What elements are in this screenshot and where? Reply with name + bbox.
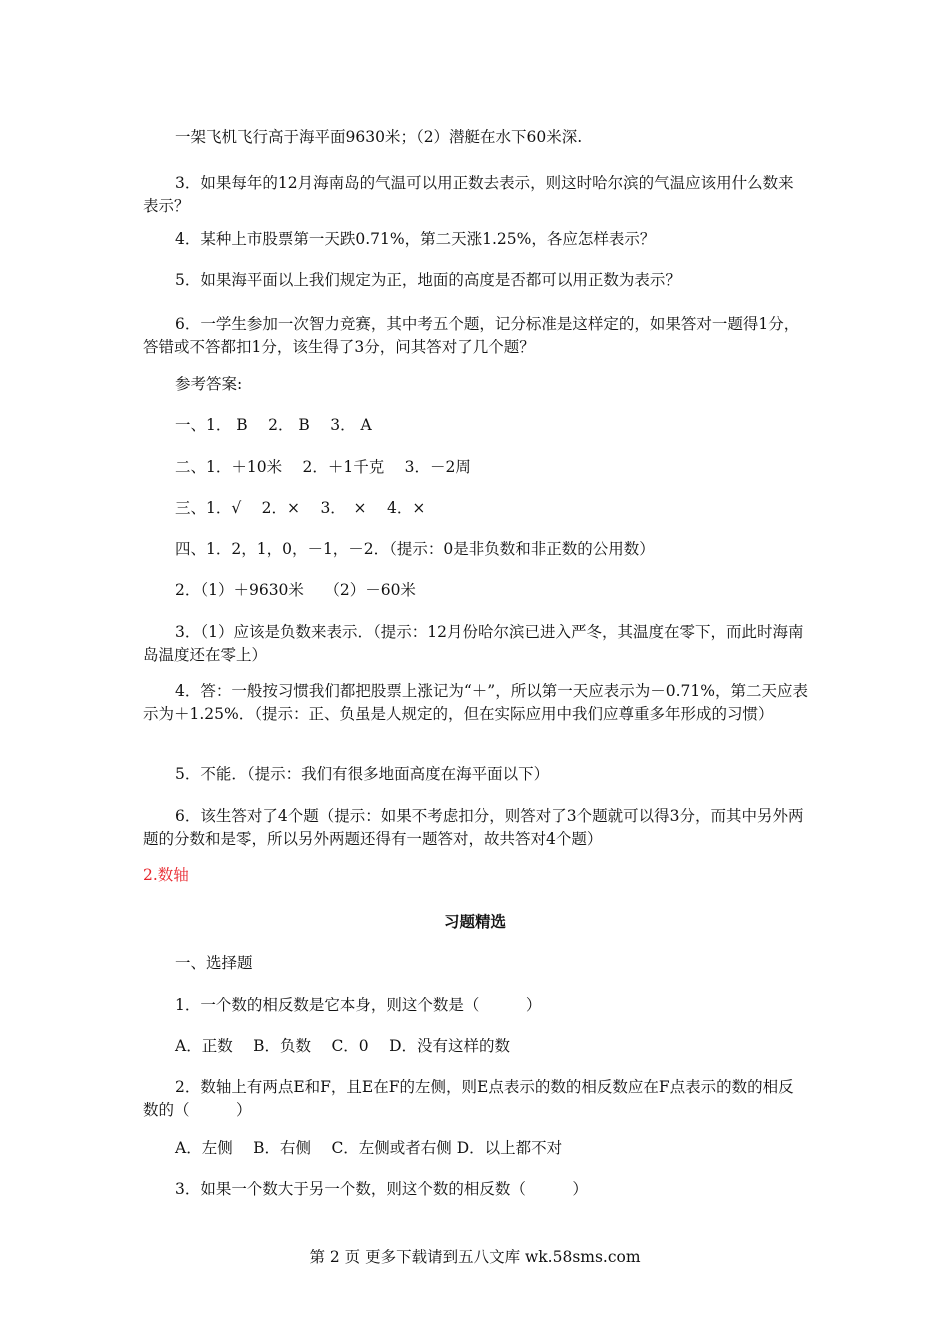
answer-section-2: 二、1．＋10米 2．＋1千克 3．－2周 bbox=[175, 458, 471, 476]
answer-section-3: 三、1．√ 2．× 3． × 4．× bbox=[175, 499, 426, 517]
answer-4-4: 4．答：一般按习惯我们都把股票上涨记为“＋”，所以第一天应表示为－0.71%，第二天应表示为＋1.25%．（提示：正、负虽是人规定的，但在实际应用中我们应尊重多年形成的习惯） bbox=[143, 682, 808, 723]
question-4: 4．某种上市股票第一天跌0.71%，第二天涨1.25%，各应怎样表示？ bbox=[175, 230, 656, 248]
paragraph-continuation: 一架飞机飞行高于海平面9630米；（2）潜艇在水下60米深. bbox=[175, 128, 583, 146]
question-5: 5．如果海平面以上我们规定为正，地面的高度是否都可以用正数为表示？ bbox=[175, 271, 681, 289]
answer-4-2: 2．（1）＋9630米 （2）－60米 bbox=[175, 581, 416, 599]
answers-heading: 参考答案: bbox=[175, 375, 243, 393]
exercise-3: 3．如果一个数大于另一个数，则这个数的相反数（ ） bbox=[175, 1180, 588, 1198]
exercise-1-options: A．正数 B．负数 C．0 D．没有这样的数 bbox=[175, 1037, 511, 1055]
page-footer: 第 2 页 更多下载请到五八文库 wk.58sms.com bbox=[309, 1248, 641, 1266]
exercise-1: 1．一个数的相反数是它本身，则这个数是（ ） bbox=[175, 996, 542, 1014]
exercise-type-heading: 一、选择题 bbox=[175, 954, 253, 972]
exercise-2-options: A．左侧 B．右侧 C．左侧或者右侧 D．以上都不对 bbox=[175, 1139, 563, 1157]
answer-section-1: 一、1． B 2． B 3． A bbox=[175, 416, 372, 434]
section-title: 习题精选 bbox=[443, 912, 506, 931]
section-heading: 2.数轴 bbox=[143, 866, 189, 884]
exercise-2: 2．数轴上有两点E和F，且E在F的左侧，则E点表示的数的相反数应在F点表示的数的相反数的（ ） bbox=[143, 1078, 794, 1119]
question-3: 3．如果每年的12月海南岛的气温可以用正数去表示，则这时哈尔滨的气温应该用什么数来表示？ bbox=[143, 174, 794, 215]
answer-4-6: 6．该生答对了4个题（提示：如果不考虑扣分，则答对了3个题就可以得3分，而其中另外两题的分数和是零，所以另外两题还得有一题答对，故共答对4个题） bbox=[143, 807, 804, 848]
answer-section-4: 四、1．2，1，0，－1，－2．（提示：0是非负数和非正数的公用数） bbox=[175, 540, 655, 558]
answer-4-3: 3．（1）应该是负数来表示．（提示：12月份哈尔滨已进入严冬，其温度在零下，而此时海南岛温度还在零上） bbox=[143, 623, 804, 664]
question-6: 6．一学生参加一次智力竞赛，其中考五个题，记分标准是这样定的，如果答对一题得1分，答错或不答都扣1分，该生得了3分，问其答对了几个题？ bbox=[143, 315, 800, 356]
answer-4-5: 5．不能．（提示：我们有很多地面高度在海平面以下） bbox=[175, 765, 550, 783]
